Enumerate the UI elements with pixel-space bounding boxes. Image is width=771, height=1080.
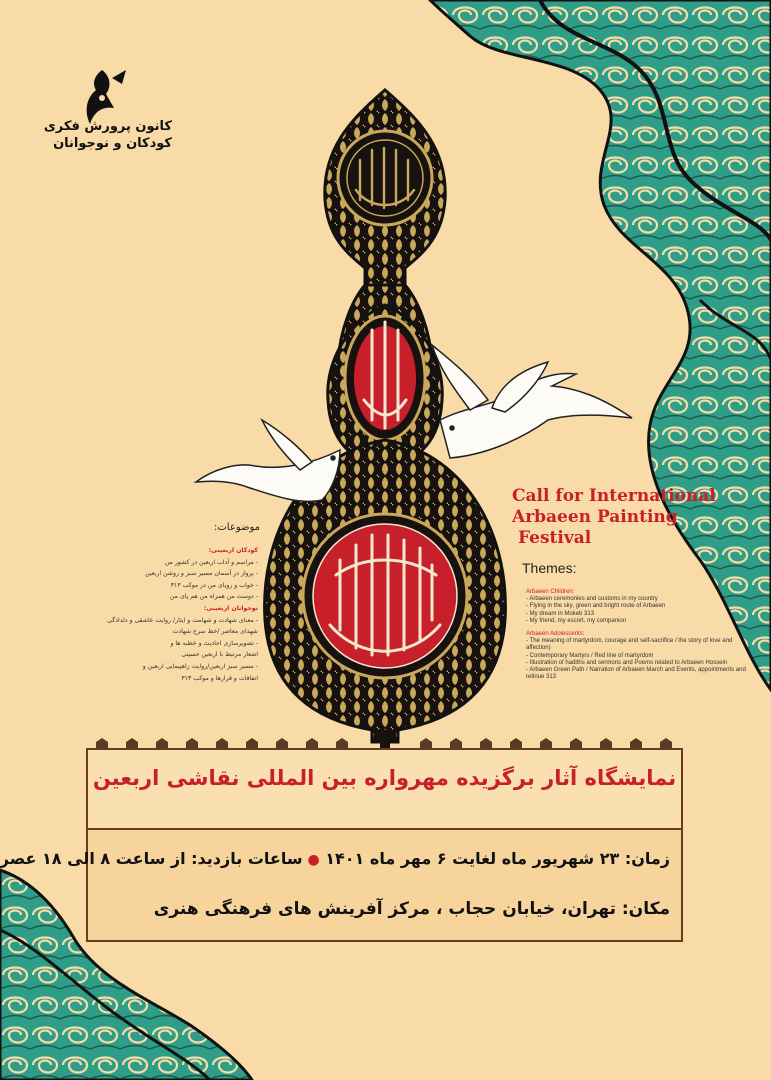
persian-children-item: - مراسم و آداب اربعین در کشور من <box>164 558 258 566</box>
exhibition-info-box <box>86 830 683 942</box>
english-adolescents-item: - The meaning of martyrdom, courage and self-sacrifice / the story of love and affection) <box>526 638 733 652</box>
persian-adolescents-item: - تصویرسازی احادیث و خطبه ها و <box>170 639 258 647</box>
english-children-item: - My dream in Mokeb 313 <box>526 610 595 617</box>
english-title-line-1: Call for International <box>512 486 716 506</box>
english-children-item: - My friend, my escort, my companion <box>526 617 627 624</box>
english-title-line-2: Arbaeen Painting <box>512 507 678 527</box>
dove-left <box>196 420 340 501</box>
dove-right <box>432 345 632 458</box>
english-adolescents-item: - Arbaeen Green Path / Narration of Arbaeen March and Events, appointments and retinue 313 <box>526 667 746 681</box>
english-festival-title <box>512 486 732 549</box>
separator-dot-icon: ● <box>302 852 320 868</box>
organization-logo-mark <box>87 70 126 124</box>
logo-line-2: کودکان و نوجوانان <box>53 136 172 151</box>
english-children-item: - Arbaeen ceremonies and customs in my country <box>526 596 658 603</box>
exhibition-title: نمایشگاه آثار برگزیده مهرواره بین المللی نقاشی اربعین <box>92 766 677 790</box>
persian-children-item: - پرواز در آسمان مسیر سبز و روشن اربعین <box>145 570 258 578</box>
persian-children-item: - خواب و رویای من در موکب ۳۱۳ <box>170 581 258 589</box>
english-children-item: - Flying in the sky, green and bright route of Arbaeen <box>526 603 666 610</box>
english-adolescents-item: - Contemporary Martyrs / Red line of martyrdom <box>526 652 654 659</box>
english-themes-label: Themes: <box>522 560 577 576</box>
exhibition-location: مکان: تهران، خیابان حجاب ، مرکز آفرینش های فرهنگی هنری <box>153 899 670 919</box>
english-adolescents-heading: Arbaeen Adolescents: <box>526 631 585 638</box>
persian-adolescents-item: شهدای معاصر /خط سرخ شهادت <box>172 628 258 636</box>
persian-children-heading: کودکان اربعینی: <box>208 547 258 554</box>
persian-themes-heading: موضوعات: <box>214 522 260 533</box>
english-title-line-3: Festival <box>518 528 592 548</box>
persian-adolescents-item: - معنای شهادت و شهامت و ایثار/ روایت عاشقی و دلدادگی <box>107 616 258 624</box>
persian-adolescents-item: - مسیر سبز اربعین/روایت راهپیمایی اربعین و <box>142 662 258 670</box>
persian-themes-list <box>40 545 258 684</box>
english-themes-list <box>526 587 751 681</box>
exhibition-dates: زمان: ۲۳ شهریور ماه لغایت ۶ مهر ماه ۱۴۰۱ <box>325 849 670 868</box>
persian-adolescents-heading: نوجوانان اربعینی: <box>203 604 258 612</box>
persian-children-item: - دوست من همراه من هم پای من <box>169 593 258 601</box>
organization-logo-text <box>43 118 172 152</box>
english-adolescents-item: - Illustration of hadiths and sermons and Poems related to Arbaeen Hossein <box>526 659 728 666</box>
persian-adolescents-item: اتفاقات و قرارها و موکب ۳۱۳ <box>181 674 258 682</box>
visiting-hours: ساعات بازدید: از ساعت ۸ الی ۱۸ عصر <box>0 849 303 868</box>
persian-adolescents-item: اشعار مرتبط با اربعین حسینی <box>181 651 258 659</box>
exhibition-time-line <box>0 849 670 868</box>
logo-line-1: کانون پرورش فکری <box>43 119 172 134</box>
english-children-heading: Arbaeen Children: <box>526 589 575 595</box>
